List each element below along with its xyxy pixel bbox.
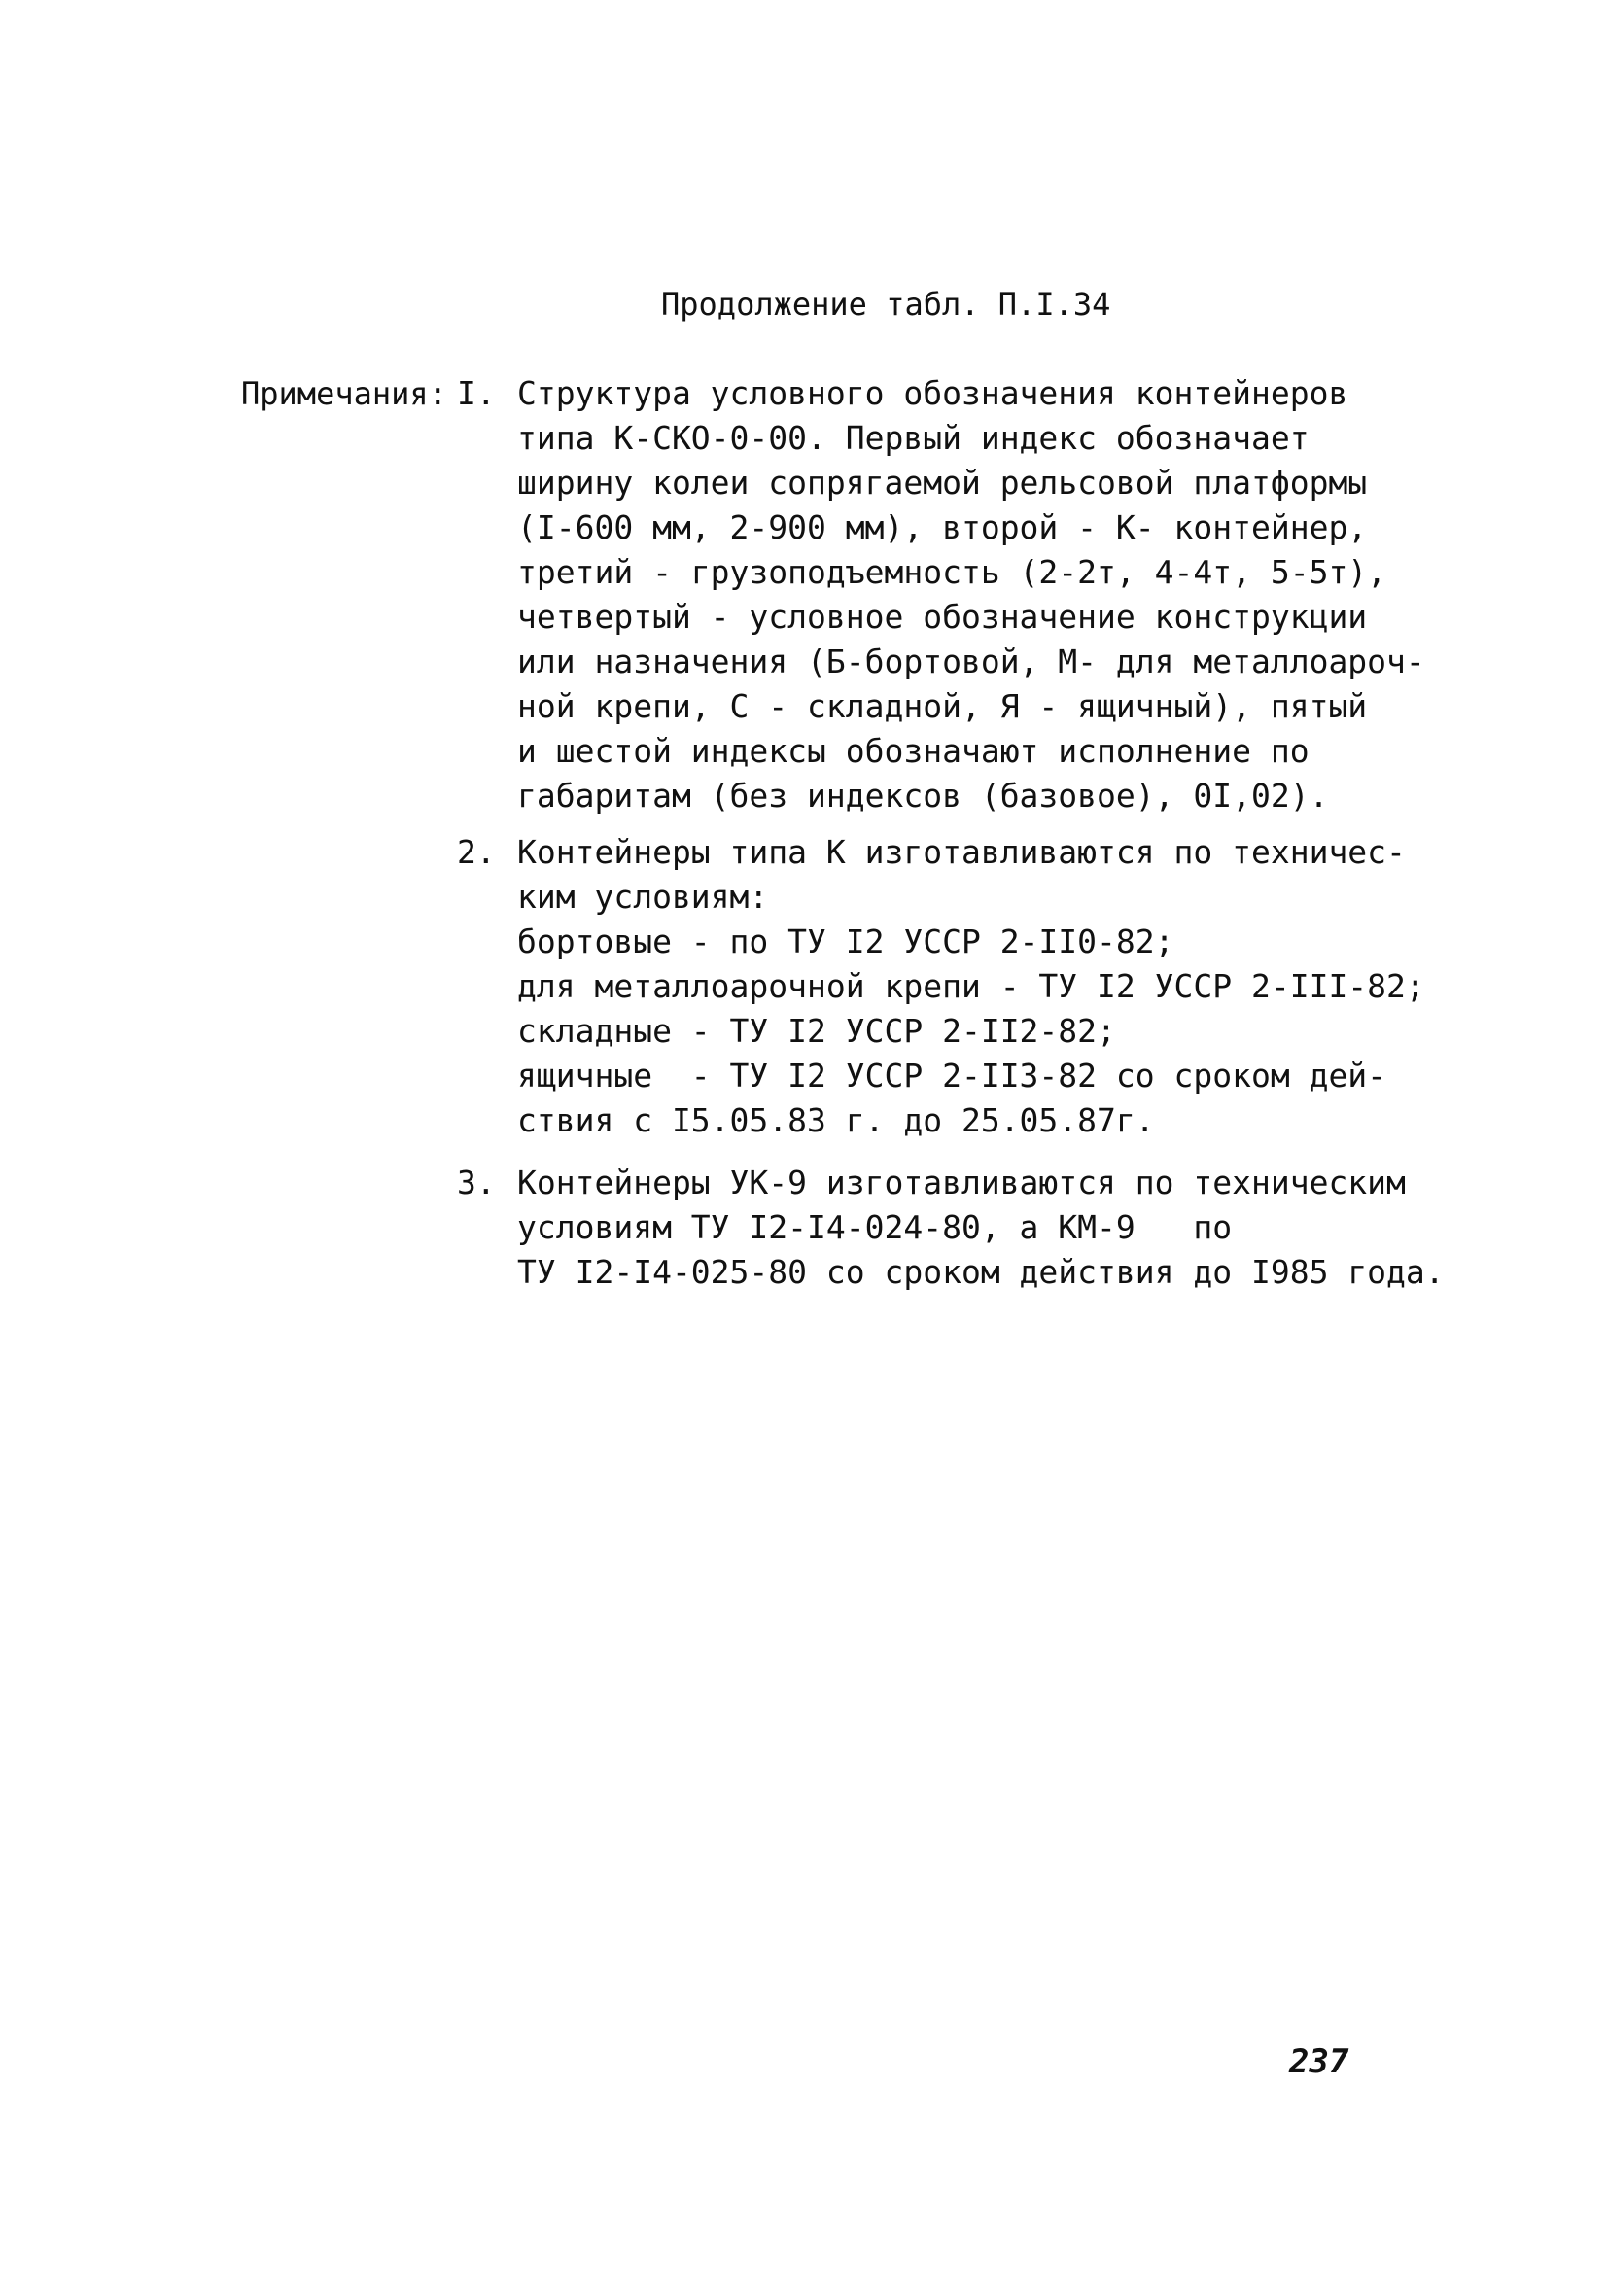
note-line: бортовые - по ТУ I2 УССР 2-II0-82; [517, 922, 1174, 960]
note-line: или назначения (Б-бортовой, М- для металлоароч- [517, 643, 1425, 680]
note-line: Структура условного обозначения контейнеров [517, 374, 1348, 412]
note-text [517, 830, 1425, 1143]
note-line: Контейнеры УК-9 изготавливаются по техническим [517, 1164, 1406, 1201]
table-continuation-heading: Продолжение табл. П.I.34 [661, 286, 1111, 323]
note-line: условиям ТУ I2-I4-024-80, а КМ-9 по [517, 1208, 1233, 1246]
note-line: ТУ I2-I4-025-80 со сроком действия до I985 года. [517, 1253, 1445, 1291]
note-line: четвертый - условное обозначение конструкции [517, 598, 1368, 636]
note-line: ким условиям: [517, 878, 769, 916]
note-line: Контейнеры типа К изготавливаются по техничес- [517, 833, 1406, 871]
page-number: 237 [1289, 2042, 1349, 2081]
note-line: складные - ТУ I2 УССР 2-II2-82; [517, 1012, 1116, 1050]
notes-label: Примечания: [241, 375, 447, 412]
note-line: ящичные - ТУ I2 УССР 2-II3-82 со сроком дей- [517, 1057, 1387, 1095]
note-number: 3. [457, 1164, 496, 1201]
note-number: 2. [457, 833, 496, 871]
note-line: для металлоарочной крепи - ТУ I2 УССР 2-III-82; [517, 967, 1425, 1005]
note-line: габаритам (без индексов (базовое), 0I,02). [517, 777, 1329, 815]
note-line: ствия с I5.05.83 г. до 25.05.87г. [517, 1101, 1155, 1139]
note-number: I. [457, 374, 496, 412]
note-line: (I-600 мм, 2-900 мм), второй - К- контейнер, [517, 508, 1368, 546]
note-line: ширину колеи сопрягаемой рельсовой платформы [517, 464, 1368, 502]
note-line: третий - грузоподъемность (2-2т, 4-4т, 5-5т), [517, 553, 1387, 591]
note-line: ной крепи, С - складной, Я - ящичный), пятый [517, 687, 1368, 725]
note-text [517, 1161, 1445, 1295]
note-text [517, 371, 1425, 818]
note-line: типа К-СКО-0-00. Первый индекс обозначает [517, 419, 1310, 457]
note-line: и шестой индексы обозначают исполнение по [517, 732, 1310, 770]
